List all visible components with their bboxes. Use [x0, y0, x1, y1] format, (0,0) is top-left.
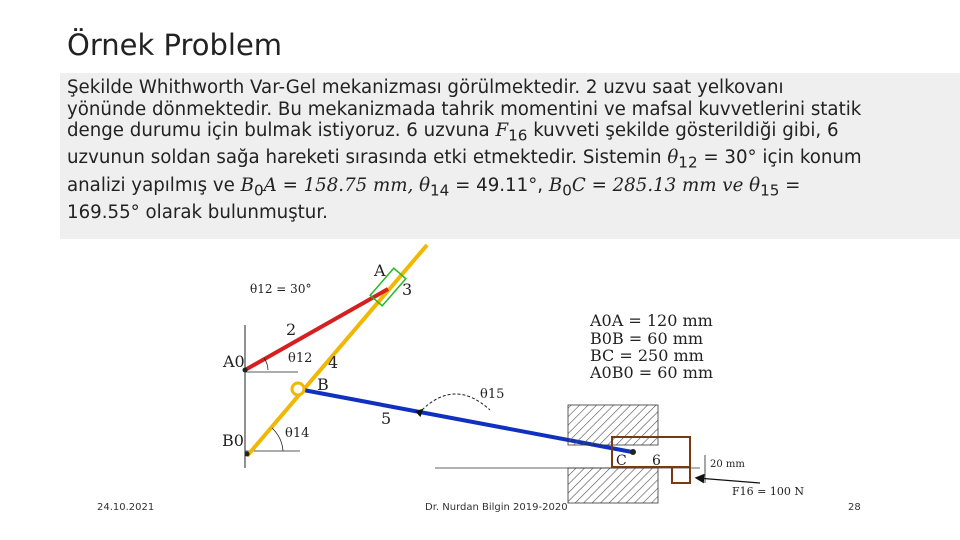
- joint-b: [292, 383, 304, 395]
- label-theta14: θ14: [285, 426, 310, 441]
- ground-guide-bottom: [568, 468, 658, 503]
- label-theta15: θ15: [480, 387, 505, 402]
- pivot-b0: [245, 452, 250, 457]
- label-link-2: 2: [286, 320, 297, 339]
- label-link-4: 4: [328, 353, 339, 372]
- label-link-6: 6: [652, 453, 661, 469]
- label-b: B: [317, 375, 329, 394]
- footer-page-number: 28: [848, 502, 861, 513]
- label-a: A: [374, 261, 386, 280]
- label-dimension-20mm: 20 mm: [710, 459, 745, 470]
- label-c: C: [616, 453, 627, 469]
- label-link-3: 3: [402, 280, 413, 299]
- label-theta12: θ12: [288, 351, 313, 366]
- label-b0: B0: [222, 431, 244, 450]
- angle-arc-theta14: [272, 428, 283, 451]
- link-4: [247, 245, 427, 456]
- footer-date: 24.10.2021: [97, 502, 155, 513]
- slide-title: Örnek Problem: [67, 28, 283, 62]
- slider-6-tab: [672, 467, 690, 483]
- label-link-5: 5: [381, 409, 392, 428]
- dimension-line-1: A0A = 120 mm: [590, 311, 713, 330]
- link-2: [245, 289, 388, 370]
- dimension-line-4: A0B0 = 60 mm: [590, 363, 714, 382]
- force-arrow: [697, 478, 760, 483]
- footer-author: Dr. Nurdan Bilgin 2019-2020: [425, 502, 568, 513]
- dimension-line-3: BC = 250 mm: [590, 346, 704, 365]
- dimension-line-2: B0B = 60 mm: [590, 329, 704, 348]
- label-a0: A0: [223, 352, 245, 371]
- label-theta12-eq: θ12 = 30°: [250, 282, 312, 296]
- label-force: F16 = 100 N: [732, 485, 804, 498]
- problem-statement: Şekilde Whithworth Var-Gel mekanizması görülmektedir. 2 uzvu saat yelkovanı yönünde dönmektedir. Bu mekanizmada tahrik momentini ve mafsal kuvvetlerini statik denge durumu için bulmak istiyoruz. 6 uzvuna $F_{16}$ kuvveti şekilde gösterildiği gibi, 6 uzvunun soldan sağa hareketi sırasında etki etmektedir. Sistemin $\theta_{12} = 30^\circ$ için konum analizi yapılmış ve $B_0A = 158.75$ mm, $\theta_{14} = 49.11^\circ$, $B_0C = 285.13$ mm ve $\theta_{15}$ = 169.55° olarak bulunmuştur.: [67, 77, 862, 223]
- joint-c: [630, 449, 636, 455]
